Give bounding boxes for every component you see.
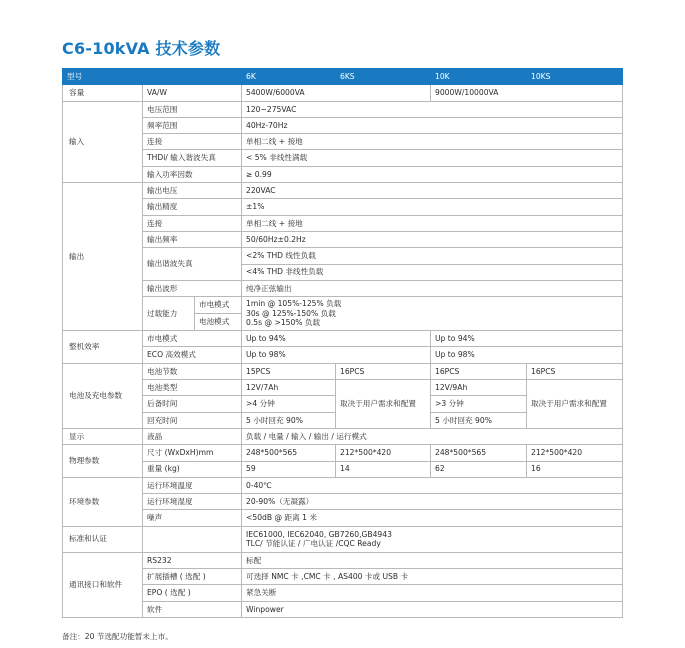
table-row [63, 134, 623, 150]
group-battery: 电池及充电参数 [63, 363, 143, 428]
table-row [63, 280, 623, 296]
table-row [63, 183, 623, 199]
comm-value: Winpower [242, 601, 623, 617]
table-row [63, 477, 623, 493]
header-10ks: 10KS [527, 69, 623, 85]
input-label: 频率范围 [143, 117, 242, 133]
output-thd-nonlinear: <4% THD 非线性负载 [242, 264, 623, 280]
group-environment: 环境参数 [63, 477, 143, 526]
battery-count-10ks: 16PCS [527, 363, 623, 379]
table-row [63, 380, 623, 396]
efficiency-eco-6k: Up to 98% [242, 347, 431, 363]
table-row [63, 569, 623, 585]
overload-line: 30s @ 125%-150% 负载 [246, 308, 336, 318]
header-6ks: 6KS [336, 69, 431, 85]
efficiency-mains-10k: Up to 94% [431, 331, 623, 347]
comm-value: 可选择 NMC 卡 ,CMC 卡 , AS400 卡或 USB 卡 [242, 569, 623, 585]
header-6k: 6K [242, 69, 336, 85]
comm-value: 标配 [242, 552, 623, 568]
input-value: 单相二线 + 接地 [242, 134, 623, 150]
table-row [63, 552, 623, 568]
environment-label: 运行环境温度 [143, 477, 242, 493]
capacity-10k: 9000W/10000VA [431, 85, 623, 101]
battery-recharge-10k: 5 小时回充 90% [431, 412, 527, 428]
standards-value [242, 526, 623, 552]
physical-size-6ks: 212*500*420 [336, 445, 431, 461]
overload-mains-mode: 市电模式 [195, 297, 242, 314]
battery-backup-label: 后备时间 [143, 396, 242, 412]
display-label: 液晶 [143, 428, 242, 444]
physical-size-10ks: 212*500*420 [527, 445, 623, 461]
environment-value: 0-40℃ [242, 477, 623, 493]
battery-count-6ks: 16PCS [336, 363, 431, 379]
input-label: 连接 [143, 134, 242, 150]
spec-table [62, 68, 623, 618]
group-capacity: 容量 [63, 85, 143, 101]
capacity-label: VA/W [143, 85, 242, 101]
table-row [63, 215, 623, 231]
output-frequency-value: 50/60Hz±0.2Hz [242, 231, 623, 247]
physical-size-6k: 248*500*565 [242, 445, 336, 461]
overload-line: 1min @ 105%-125% 负载 [246, 299, 342, 309]
input-value: 40Hz-70Hz [242, 117, 623, 133]
group-display: 显示 [63, 428, 143, 444]
efficiency-mains-6k: Up to 94% [242, 331, 431, 347]
group-input: 输入 [63, 101, 143, 182]
physical-size-10k: 248*500*565 [431, 445, 527, 461]
table-row [63, 510, 623, 526]
comm-label: EPO ( 选配 ) [143, 585, 242, 601]
efficiency-mains-label: 市电模式 [143, 331, 242, 347]
output-accuracy-value: ±1% [242, 199, 623, 215]
battery-backup-6k: >4 分钟 [242, 396, 336, 412]
table-row [63, 199, 623, 215]
capacity-6k: 5400W/6000VA [242, 85, 431, 101]
table-row [63, 363, 623, 379]
table-row [63, 117, 623, 133]
overload-label: 过载能力 [143, 297, 195, 331]
output-connection-label: 连接 [143, 215, 242, 231]
output-voltage-value: 220VAC [242, 183, 623, 199]
output-voltage-label: 输出电压 [143, 183, 242, 199]
group-comm: 通讯接口和软件 [63, 552, 143, 617]
table-row [63, 347, 623, 363]
table-row [63, 248, 623, 264]
environment-label: 噪声 [143, 510, 242, 526]
comm-value: 紧急关断 [242, 585, 623, 601]
table-row [63, 331, 623, 347]
page-title: C6-10kVA 技术参数 [62, 39, 221, 58]
battery-backup-10k: >3 分钟 [431, 396, 527, 412]
table-row [63, 85, 623, 101]
output-waveform-label: 输出波形 [143, 280, 242, 296]
table-row [63, 166, 623, 182]
table-row [63, 101, 623, 117]
efficiency-eco-label: ECO 高效模式 [143, 347, 242, 363]
table-row [63, 601, 623, 617]
overload-line: 0.5s @ >150% 负载 [246, 318, 321, 328]
table-row [63, 445, 623, 461]
table-row [63, 150, 623, 166]
output-thd-label: 输出谐波失真 [143, 248, 242, 281]
output-connection-value: 单相二线 + 接地 [242, 215, 623, 231]
group-output: 输出 [63, 183, 143, 331]
battery-custom-6ks: 取决于用户需求和配置 [336, 380, 431, 429]
table-header-row [63, 69, 623, 85]
battery-count-6k: 15PCS [242, 363, 336, 379]
efficiency-eco-10k: Up to 98% [431, 347, 623, 363]
input-label: THDi/ 输入谐波失真 [143, 150, 242, 166]
environment-value: 20-90%（无凝露） [242, 494, 623, 510]
physical-weight-10ks: 16 [527, 461, 623, 477]
physical-weight-6ks: 14 [336, 461, 431, 477]
header-model: 型号 [63, 69, 242, 85]
physical-weight-6k: 59 [242, 461, 336, 477]
output-frequency-label: 输出频率 [143, 231, 242, 247]
table-row [63, 526, 623, 552]
table-row [63, 297, 623, 314]
comm-label: 扩展插槽 ( 选配 ) [143, 569, 242, 585]
comm-label: RS232 [143, 552, 242, 568]
standards-line: TLC/ 节能认证 / 广电认证 /CQC Ready [246, 539, 381, 549]
battery-count-label: 电池节数 [143, 363, 242, 379]
output-waveform-value: 纯净正弦输出 [242, 280, 623, 296]
input-value: < 5% 非线性满载 [242, 150, 623, 166]
output-thd-linear: <2% THD 线性负载 [242, 248, 623, 264]
physical-weight-label: 重量 (kg) [143, 461, 242, 477]
table-row [63, 585, 623, 601]
environment-label: 运行环境湿度 [143, 494, 242, 510]
battery-recharge-6k: 5 小时回充 90% [242, 412, 336, 428]
battery-type-10k: 12V/9Ah [431, 380, 527, 396]
standards-line: IEC61000, IEC62040, GB7260,GB4943 [246, 529, 392, 539]
physical-size-label: 尺寸 (WxDxH)mm [143, 445, 242, 461]
comm-label: 软件 [143, 601, 242, 617]
battery-count-10k: 16PCS [431, 363, 527, 379]
input-label: 输入功率因数 [143, 166, 242, 182]
table-row [63, 494, 623, 510]
overload-value [242, 297, 623, 331]
footnote: 备注：20 节选配功能暂未上市。 [62, 632, 173, 641]
table-row [63, 231, 623, 247]
battery-type-6k: 12V/7Ah [242, 380, 336, 396]
output-accuracy-label: 输出精度 [143, 199, 242, 215]
input-value: 120~275VAC [242, 101, 623, 117]
input-value: ≥ 0.99 [242, 166, 623, 182]
battery-recharge-label: 回充时间 [143, 412, 242, 428]
header-10k: 10K [431, 69, 527, 85]
display-value: 负载 / 电量 / 输入 / 输出 / 运行模式 [242, 428, 623, 444]
group-efficiency: 整机效率 [63, 331, 143, 364]
battery-custom-10ks: 取决于用户需求和配置 [527, 380, 623, 429]
group-physical: 物理参数 [63, 445, 143, 478]
table-row [63, 461, 623, 477]
group-standards: 标准和认证 [63, 526, 143, 552]
overload-battery-mode: 电池模式 [195, 314, 242, 331]
input-label: 电压范围 [143, 101, 242, 117]
table-row [63, 428, 623, 444]
standards-label-empty [143, 526, 242, 552]
environment-value: <50dB @ 距离 1 米 [242, 510, 623, 526]
physical-weight-10k: 62 [431, 461, 527, 477]
battery-type-label: 电池类型 [143, 380, 242, 396]
